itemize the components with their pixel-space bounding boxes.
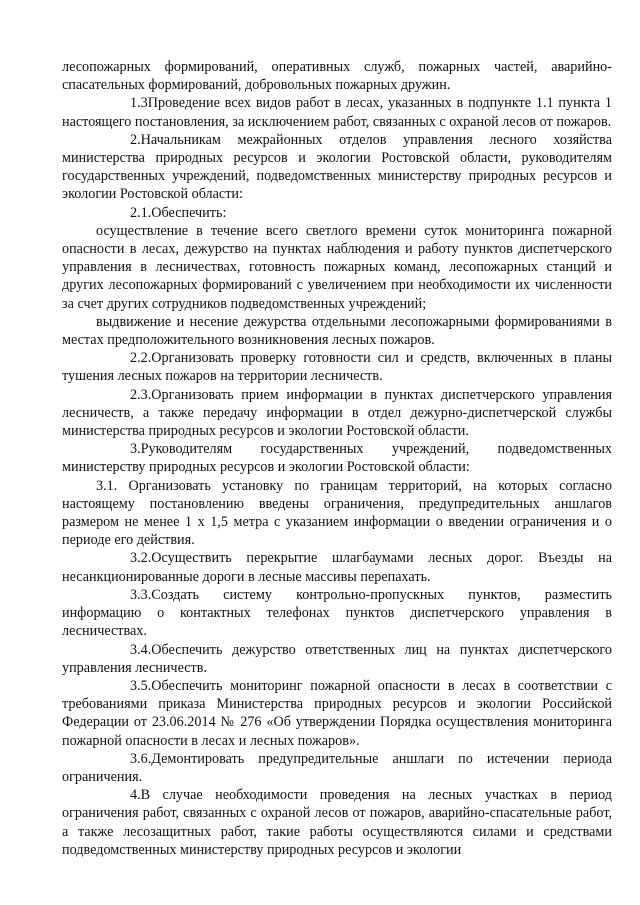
paragraph-2-2 xyxy=(62,349,612,385)
paragraph-3 xyxy=(62,440,612,476)
paragraph-text: Демонтировать предупредительные аншлаги по истечении периода ограничения. xyxy=(62,750,612,785)
paragraph-text: Обеспечить дежурство ответственных лиц на пунктах диспетчерского управления лесничеств. xyxy=(62,641,612,676)
paragraph-1-3 xyxy=(62,94,612,130)
paragraph-number: 4. xyxy=(130,787,141,804)
paragraph-text: 3.1. Организовать установку по границам территорий, на которых согласно настоящему постановлению введены ограничения, предупредительных аншлагов размером не менее 1 х 1,5 метра с указанием информации о введении ограничения и о периоде его действия. xyxy=(62,477,612,549)
paragraph-number: 3.5. xyxy=(130,677,152,694)
paragraph-number: 3.3. xyxy=(130,586,152,603)
paragraph-3-5 xyxy=(62,677,612,750)
paragraph-number: 3.4. xyxy=(130,641,152,658)
paragraph-number: 2. xyxy=(130,131,141,148)
paragraph-number: 2.3. xyxy=(130,386,152,403)
paragraph-number: 3.6. xyxy=(130,750,152,767)
paragraph-monitoring xyxy=(62,222,612,313)
paragraph-3-4 xyxy=(62,641,612,677)
paragraph-3-6 xyxy=(62,750,612,786)
paragraph-0 xyxy=(62,58,612,94)
paragraph-number: 3. xyxy=(130,441,141,458)
paragraph-3-2 xyxy=(62,549,612,585)
paragraph-text: выдвижение и несение дежурства отдельными лесопожарными формированиями в местах предположительного возникновения лесных пожаров. xyxy=(62,313,612,349)
paragraph-2-1 xyxy=(62,204,612,222)
paragraph-text: Обеспечить: xyxy=(151,204,227,221)
paragraph-0-text: лесопожарных формирований, оперативных служб, пожарных частей, аварийно-спасательных формирований, добровольных пожарных дружин. xyxy=(62,59,612,94)
paragraph-number: 1.3 xyxy=(130,95,148,112)
paragraph-text: Руководителям государственных учреждений, подведомственных министерству природных ресурсов и экологии Ростовской области: xyxy=(62,441,612,476)
paragraph-number: 2.2. xyxy=(130,350,152,367)
paragraph-2 xyxy=(62,131,612,204)
paragraph-text: Осуществить перекрытие шлагбаумами лесных дорог. Въезды на несанкционированные дороги в лесные массивы перепахать. xyxy=(62,550,612,585)
paragraph-text: В случае необходимости проведения на лесных участках в период ограничения работ, связанных с охраной лесов от пожаров, аварийно-спасательные работ, а также лесозащитных работ, такие работы осуществляются силами и средствами подведомственных министерству природных ресурсов и экологии xyxy=(62,787,612,858)
paragraph-duty xyxy=(62,313,612,349)
paragraph-number: 2.1. xyxy=(130,204,152,221)
paragraph-3-3 xyxy=(62,586,612,641)
paragraph-text: Обеспечить мониторинг пожарной опасности в лесах в соответствии с требованиями приказа Министерства природных ресурсов и экологии Российской Федерации от 23.06.2014 № 276 «Об утверждении Порядка осуществления мониторинга пожарной опасности в лесах и лесных пожаров». xyxy=(62,677,612,749)
paragraph-4 xyxy=(62,786,612,859)
paragraph-text: Начальникам межрайонных отделов управления лесного хозяйства министерства природных ресурсов и экологии Ростовской области, руководителям государственных учреждений, подведомственных министерству природных ресурсов и экологии Ростовской области: xyxy=(62,131,612,203)
paragraph-3-1 xyxy=(62,477,612,550)
paragraph-number: 3.2. xyxy=(130,550,152,567)
paragraph-text: осуществление в течение всего светлого времени суток мониторинга пожарной опасности в лесах, дежурство на пунктах наблюдения и работу пунктов диспетчерского управления в лесничествах, готовность пожарных команд, лесопожарных станций и других лесопожарных формирований с увеличением при необходимости их численности за счет других сотрудников подведомственных учреждений; xyxy=(62,222,612,312)
paragraph-text: Создать систему контрольно-пропускных пунктов, разместить информацию о контактных телефонах пунктов диспетчерского управления в лесничествах. xyxy=(62,586,612,640)
paragraph-2-3 xyxy=(62,386,612,441)
paragraph-text: Организовать прием информации в пунктах диспетчерского управления лесничеств, а также передачу информации в отдел дежурно-диспетчерской службы министерства природных ресурсов и экологии Ростовской области. xyxy=(62,386,612,440)
paragraph-text: Проведение всех видов работ в лесах, указанных в подпункте 1.1 пункта 1 настоящего постановления, за исключением работ, связанных с охраной лесов от пожаров. xyxy=(62,95,612,130)
paragraph-text: Организовать проверку готовности сил и средств, включенных в планы тушения лесных пожаров на территории лесничеств. xyxy=(62,350,612,385)
document-body xyxy=(62,58,612,859)
